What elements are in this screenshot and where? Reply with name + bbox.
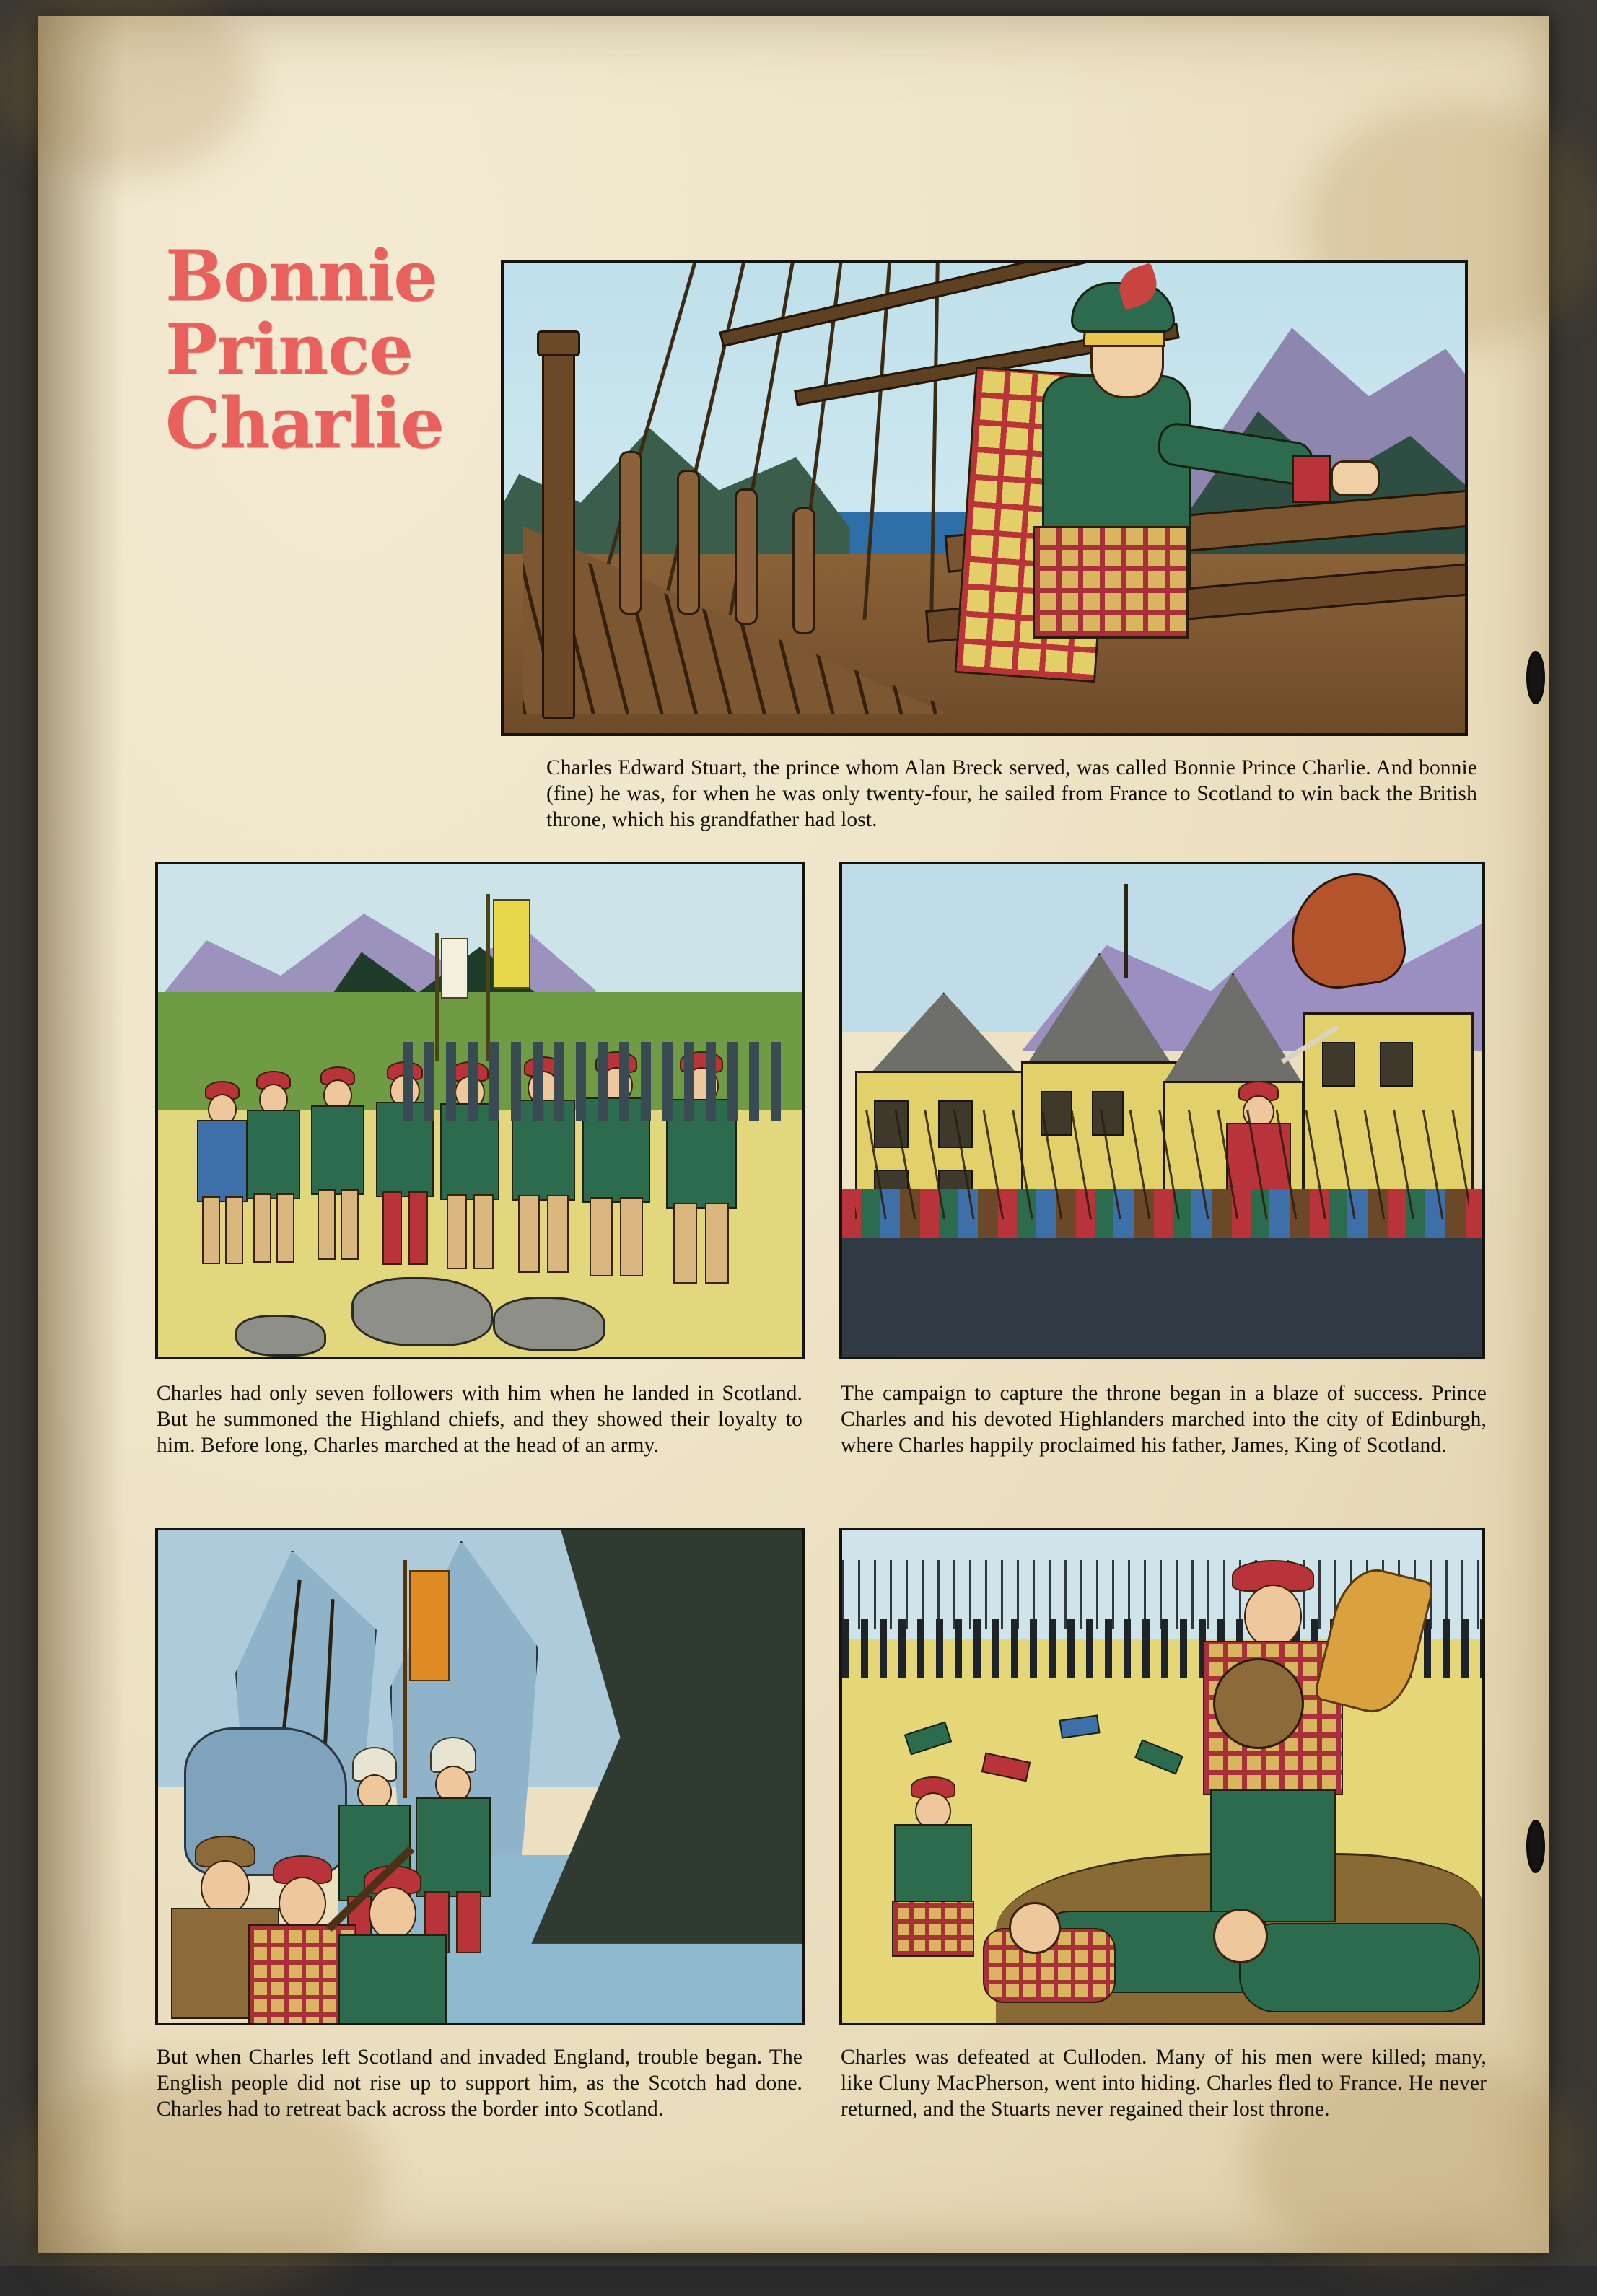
prince-cuff (1292, 455, 1331, 503)
distant-crowd (403, 1042, 789, 1121)
standing-highlander (893, 1776, 973, 1957)
baluster (619, 451, 642, 615)
panel-3-caption: The campaign to capture the throne began in a blaze of success. Prince Charles and his devoted Highlanders marched into the city of Edinburgh, where Charles happily proclaimed his father, James, King of Scotland. (841, 1382, 1487, 1457)
highland-chiefs-panel (155, 862, 805, 1359)
page-title-line-2: Prince (165, 308, 413, 390)
culloden-defeat-panel (839, 1528, 1485, 2025)
panel-4-caption: But when Charles left Scotland and invaded England, trouble began. The English people did not rise up to support him, as the Scotch had done. Charles had to retreat back across the border into Scotland. (157, 2046, 802, 2121)
panel-4-artwork (158, 1530, 802, 2023)
prince-on-ship-panel (501, 260, 1468, 736)
paper-sheet (38, 16, 1549, 2253)
yellow-banner (493, 899, 530, 989)
clansman (312, 1066, 363, 1263)
clansman (197, 1081, 248, 1269)
orange-banner (409, 1570, 450, 1681)
prince-hand (1331, 460, 1380, 496)
prince-kilt (1033, 526, 1189, 639)
retreat-from-england-panel (155, 1528, 805, 2025)
clansman (248, 1071, 299, 1266)
page-title-line-3: Charlie (165, 382, 444, 464)
staple-hole-top (1526, 651, 1545, 704)
window (1322, 1042, 1355, 1087)
edinburgh-entry-panel (839, 862, 1485, 1359)
panel-3-artwork (842, 864, 1482, 1357)
baluster (735, 488, 758, 625)
foreground-rock (351, 1277, 493, 1346)
crowd-pikes (855, 1110, 1470, 1219)
fallen-highlander-body (1239, 1923, 1480, 2012)
panel-2-caption: Charles had only seven followers with him when he landed in Scotland. But he summoned the Highland chiefs, and they showed their loyalty to him. Before long, Charles marched at the head of an army. (157, 1382, 802, 1457)
baluster (677, 470, 700, 615)
panel-2-artwork (158, 864, 802, 1357)
page-title-line-1: Bonnie (165, 235, 437, 317)
panel-5-caption: Charles was defeated at Culloden. Many of his men were killed; many, like Cluny MacPherson, went into hiding. Charles fled to France. He never returned, and the Stuarts never regained their lost throne. (841, 2046, 1487, 2121)
targe-shield (1213, 1658, 1304, 1749)
panel-5-artwork (842, 1530, 1482, 2023)
fallen-highlander-head (1009, 1902, 1061, 1954)
foreground-rock (493, 1297, 605, 1351)
steeple-spire (1124, 884, 1128, 978)
page-title (165, 235, 504, 464)
white-banner (441, 938, 468, 999)
panel-1-artwork (504, 263, 1465, 733)
panel-1-caption: Charles Edward Stuart, the prince whom Alan Breck served, was called Bonnie Prince Charlie. And bonnie (fine) he was, for when he was only twenty-four, he sailed from France to Scotland to win back the British throne, which his grandfather had lost. (546, 756, 1477, 831)
staple-hole-bottom (1526, 1820, 1545, 1873)
window (1380, 1042, 1413, 1087)
page-content (113, 117, 1487, 2137)
spine-shadow (38, 16, 124, 2253)
highlander-with-musket (338, 1865, 447, 2025)
newel-post (542, 347, 575, 719)
baluster (792, 507, 815, 634)
foreground-rock (235, 1315, 326, 1357)
banner-pole (486, 894, 490, 1061)
